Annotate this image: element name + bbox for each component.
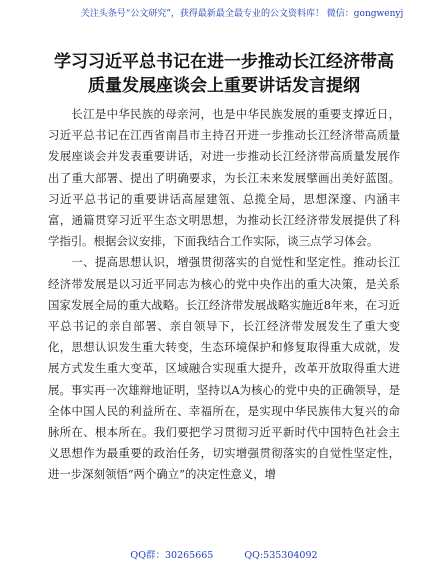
paragraph-1: [48, 104, 400, 252]
document-title: [48, 50, 400, 98]
page-footer: [0, 547, 448, 561]
paragraph-1-text: 长江是中华民族的母亲河，也是中华民族发展的重要支撑近日，习近平总书记在江西省南昌市主持召开进一步推动长江经济带高质量发展座谈会并发表重要讲话，对进一步推动长江经济带高质量发展作出了重大部署、提出了明确要求，为长江未来发展擘画出美好蓝图。习近平总书记的重要讲话高屋建瓴、总揽全局，思想深邃、内涵丰富，通篇贯穿习近平生态文明思想，为推动长江经济带发展提供了科学指引。根据会议安排，下面我结合工作实际，谈三点学习体会。: [48, 107, 400, 249]
footer-qq-group: QQ群：30265665: [130, 550, 214, 561]
footer-qq-contact: QQ:535304092: [244, 550, 318, 561]
title-line-1: 学习习近平总书记在进一步推动长江经济带高: [54, 52, 394, 72]
paragraph-2: [48, 252, 400, 485]
title-line-2: 质量发展座谈会上重要讲话发言提纲: [88, 76, 360, 96]
document-body: [48, 104, 400, 486]
paragraph-2-text: 一、提高思想认识，增强贯彻落实的自觉性和坚定性。推动长江经济带发展是以习近平同志为核心的党中央作出的重大决策，是关系国家发展全局的重大战略。长江经济带发展战略实施近8年来，在习近平总书记的亲自部署、亲自领导下，长江经济带发展发生了重大变化，思想认识发生重大转变，生态环境保护和修复取得重大成就，发展方式发生重大变革，区域融合实现重大提升，改革开放取得重大进展。事实再一次雄辩地证明，坚持以A为核心的党中央的正确领导，是全体中国人民的利益所在、幸福所在，是实现中华民族伟大复兴的命脉所在、根本所在。我们要把学习贯彻习近平新时代中国特色社会主义思想作为最重要的政治任务，切实增强贯彻落实的自觉性坚定性，进一步深刻领悟“两个确立”的决定性意义，增: [48, 255, 400, 482]
header-note: 关注头条号“公文研究”，获得最新最全最专业的公文资料库！ 微信：gongwenyj: [80, 9, 404, 19]
